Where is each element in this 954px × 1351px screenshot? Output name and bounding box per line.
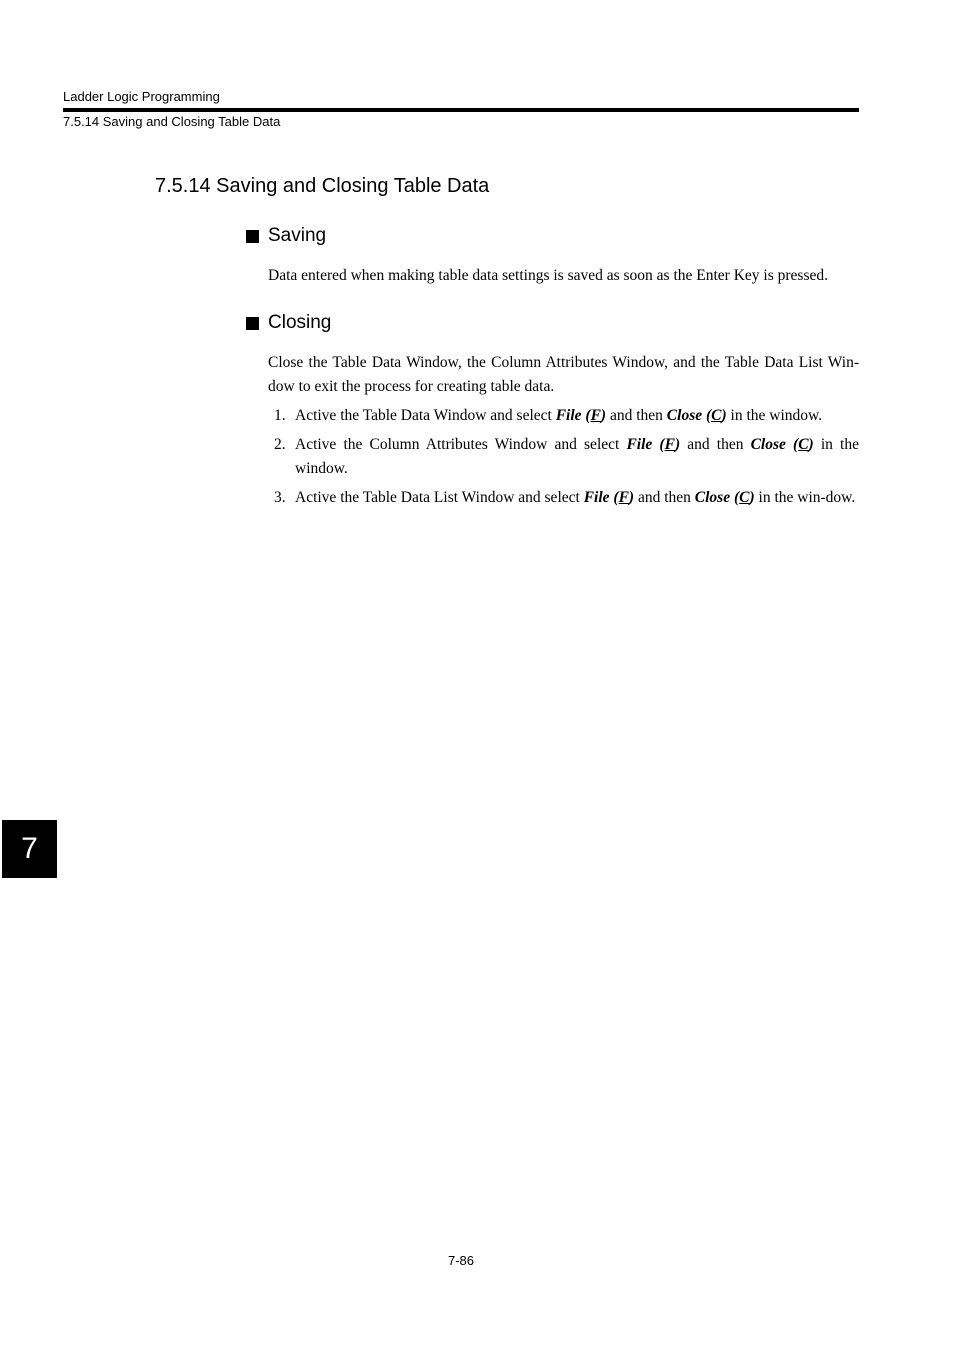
paren: ) [674, 435, 681, 453]
header-section-title: 7.5.14 Saving and Closing Table Data [63, 114, 281, 129]
close-menu-label: Close ( [666, 407, 712, 424]
close-menu-key: C [739, 488, 750, 506]
running-header [63, 89, 859, 130]
paren: ) [808, 435, 814, 453]
close-menu-key: C [711, 407, 722, 424]
square-bullet-icon [246, 230, 259, 243]
step-text: Active the Table Data List Window and select [295, 488, 584, 506]
step-text: and then [680, 435, 751, 453]
file-menu-label: File ( [555, 407, 591, 424]
close-menu-key: C [798, 435, 809, 453]
saving-paragraph: Data entered when making table data settings is saved as soon as the Enter Key is pressed. [268, 267, 828, 284]
closing-paragraph: Close the Table Data Window, the Column Attributes Window, and the Table Data List Win-dow to exit the process for creating table data. [268, 354, 859, 395]
paren: ) [749, 488, 755, 506]
step-text: and then [606, 407, 667, 424]
close-menu-label: Close ( [750, 435, 799, 453]
closing-heading [246, 311, 331, 335]
step-text: in the win-dow. [754, 488, 856, 506]
header-rule [63, 108, 859, 112]
close-menu-ref [667, 407, 727, 424]
closing-heading-label: Closing [268, 312, 332, 333]
step-text: in the window. [295, 435, 859, 477]
section-title: 7.5.14 Saving and Closing Table Data [155, 175, 490, 197]
file-menu-label: File ( [626, 435, 665, 453]
saving-heading [246, 224, 326, 248]
step-text: Active the Column Attributes Window and select [295, 435, 627, 453]
file-menu-key: F [618, 488, 629, 506]
file-menu-key: F [590, 407, 601, 424]
file-menu-ref [584, 489, 634, 506]
file-menu-ref [556, 407, 606, 424]
close-menu-ref [751, 436, 814, 453]
step-text: Active the Table Data Window and select [295, 407, 556, 424]
step-text: in the window. [726, 407, 823, 424]
page-number: 7-86 [447, 1253, 475, 1268]
saving-heading-label: Saving [268, 225, 327, 246]
paren: ) [721, 407, 727, 424]
paren: ) [628, 488, 635, 506]
paren: ) [600, 407, 607, 424]
closing-steps-list [268, 404, 859, 514]
file-menu-label: File ( [583, 488, 619, 506]
close-menu-ref [695, 489, 755, 506]
close-menu-label: Close ( [694, 488, 740, 506]
file-menu-key: F [664, 435, 675, 453]
list-item [268, 486, 859, 511]
step-number: 1. [274, 407, 286, 424]
chapter-tab: 7 [2, 820, 57, 878]
step-text: and then [634, 488, 695, 506]
list-item [268, 404, 859, 429]
step-number: 3. [274, 488, 286, 506]
header-chapter-title: Ladder Logic Programming [63, 89, 220, 104]
file-menu-ref [626, 436, 680, 453]
step-number: 2. [274, 435, 286, 453]
square-bullet-icon [246, 317, 259, 330]
list-item [268, 433, 859, 482]
